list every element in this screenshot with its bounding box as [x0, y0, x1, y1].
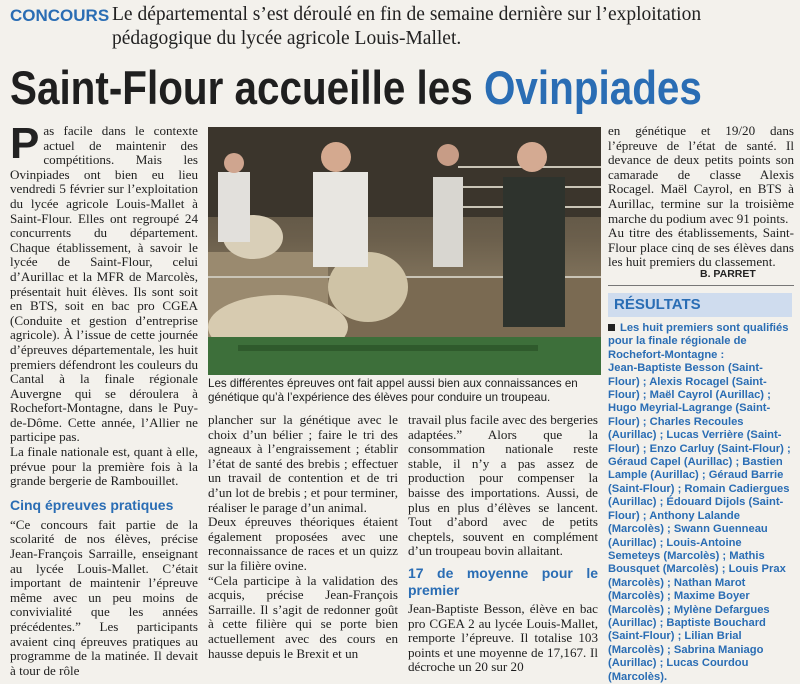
article-intro: Le départemental s’est déroulé en fin de semaine dernière sur l’exploitation pédagogique du lycée agricole Louis-Mallet.: [112, 4, 702, 49]
headline-main: Saint-Flour accueille les: [10, 61, 473, 114]
results-title: RÉSULTATS: [608, 293, 792, 317]
author-byline: B. PARRET: [700, 268, 756, 280]
results-names: Jean-Baptiste Besson (Saint-Flour) ; Alexis Rocagel (Saint-Flour) ; Maël Cayrol (Aurillac) ; Hugo Meyrial-Lagrange (Saint-Flour) ; Charles Recoules (Aurillac) ; Lucas Verrière (Saint-Flour) ; Enzo Carluy (Saint-Flour) ; Géraud Capel (Aurillac) ; Bastien Lample (Aurillac) ; Géraud Barrie (Saint-Flour) ; Romain Cadiergues (Aurillac) ; Édouard Dijols (Saint-Flour) ; Anthony Lalande (Marcolès) ; Swann Guenneau (Aurillac) ; Louis-Antoine Semeteys (Marcolès) ; Mathis Bousquet (Marcolès) ; Louis Prax (Marcolès) ; Nathan Marot (Marcolès) ; Maxime Boyer (Marcolès) ; Mylène Defargues (Aurillac) ; Baptiste Bouchard (Saint-Flour) ; Lilian Brial (Marcolès) ; Sabrina Maniago (Aurillac) ; Lucas Courdou (Marcolès).: [608, 362, 791, 683]
paragraph: Deux épreuves théoriques étaient également proposées avec une reconnaissance de races et un quizz sur la filière ovine.: [208, 514, 398, 573]
results-list: [608, 322, 794, 684]
subheading: 17 de moyenne pour le premier: [408, 564, 598, 598]
article-headline: [10, 60, 702, 116]
subheading: Cinq épreuves pratiques: [10, 496, 174, 513]
paragraph: La finale nationale est, quant à elle, prévue pour la première fois à la grande bergerie de Rambouillet.: [10, 444, 198, 489]
article-photo: [208, 127, 601, 375]
article-column-3: [408, 413, 598, 675]
paragraph: travail plus facile avec des bergeries adaptées.” Alors que la consommation nationale reste stable, il n’y a pas assez de production pour compenser la baisse des importations. Aussi, de plus en plus d’élèves se lancent. Tout d’abord avec de petits cheptels, souvent en complément d’un troupeau bovin allaitant.: [408, 412, 598, 559]
section-kicker: CONCOURS: [10, 6, 110, 25]
sheep-pen-photo: [208, 127, 601, 375]
divider: [608, 285, 794, 286]
article-column-4: [608, 124, 794, 270]
article-column-1: [10, 119, 198, 678]
paragraph: en génétique et 19/20 dans l’épreuve de l’état de santé. Il devance de deux petits points son camarade de classe Alexis Rocagel. Maël Cayrol, en BTS à Aurillac, termine sur la troisième marche du podium avec 91 points.: [608, 123, 794, 226]
paragraph: Au titre des établissements, Saint-Flour place cinq de ses élèves dans les huit premiers du classement.: [608, 225, 794, 270]
drop-cap: P: [10, 119, 40, 168]
results-intro: Les huit premiers sont qualifiés pour la finale régionale de Rochefort-Montagne :: [608, 322, 789, 361]
article-column-2: [208, 413, 398, 661]
paragraph: plancher sur la génétique avec le choix d’un bélier ; faire le tri des agneaux à l’engraissement ; établir l’état de santé des brebis ; effectuer un travail de contention et de tri d’un lot de brebis ; et pour terminer, réaliser le parage d’un animal.: [208, 412, 398, 515]
photo-caption: Les différentes épreuves ont fait appel aussi bien aux connaissances en génétique qu’à l’expérience des élèves pour conduire un troupeau.: [208, 377, 578, 404]
bullet-icon: [608, 324, 615, 331]
paragraph: as facile dans le contexte actuel de maintenir des compétitions. Mais les Ovinpiades ont bien eu lieu vendredi 5 février sur l’exploitation du lycée agricole Louis-Mallet à Saint-Flour. Elles ont regroupé 24 concurrents du département. Chaque établissement, à savoir le lycée de Saint-Flour, celui d’Aurillac et la MFR de Marcolès, présentait huit élèves. Ils sont soit en BTS, soit en bac pro CGEA (Conduite et gestion d’entreprise agricole). À l’issue de cette journée d’épreuves départementale, les huit premiers défendront les couleurs du Cantal à la finale régionale Auvergne qui se déroulera à Rochefort-Montagne, dans le Puy-de-Dôme. Cette année, l’Allier ne participe pas.: [10, 123, 198, 445]
paragraph: “Ce concours fait partie de la scolarité de nos élèves, précise Jean-François Sarraille, enseignant au lycée Louis-Mallet. C’était important de maintenir l’épreuve même avec un peu moins de convivialité que les années précédentes.” Les participants avaient cinq épreuves pratiques au programme de la matinée. Il devait à tour de rôle: [10, 516, 198, 678]
headline-accent: Ovinpiades: [483, 61, 702, 114]
paragraph: “Cela participe à la validation des acquis, précise Jean-François Sarraille. Il s’agit de redonner goût à cette filière qui se porte bien actuellement avec des cours en hausse depuis le Brexit et un: [208, 572, 398, 661]
paragraph: Jean-Baptiste Besson, élève en bac pro CGEA 2 au lycée Louis-Mallet, remporte l’épreuve. Il totalise 103 points et une moyenne de 17,167. Il décroche un 20 sur 20: [408, 600, 598, 675]
